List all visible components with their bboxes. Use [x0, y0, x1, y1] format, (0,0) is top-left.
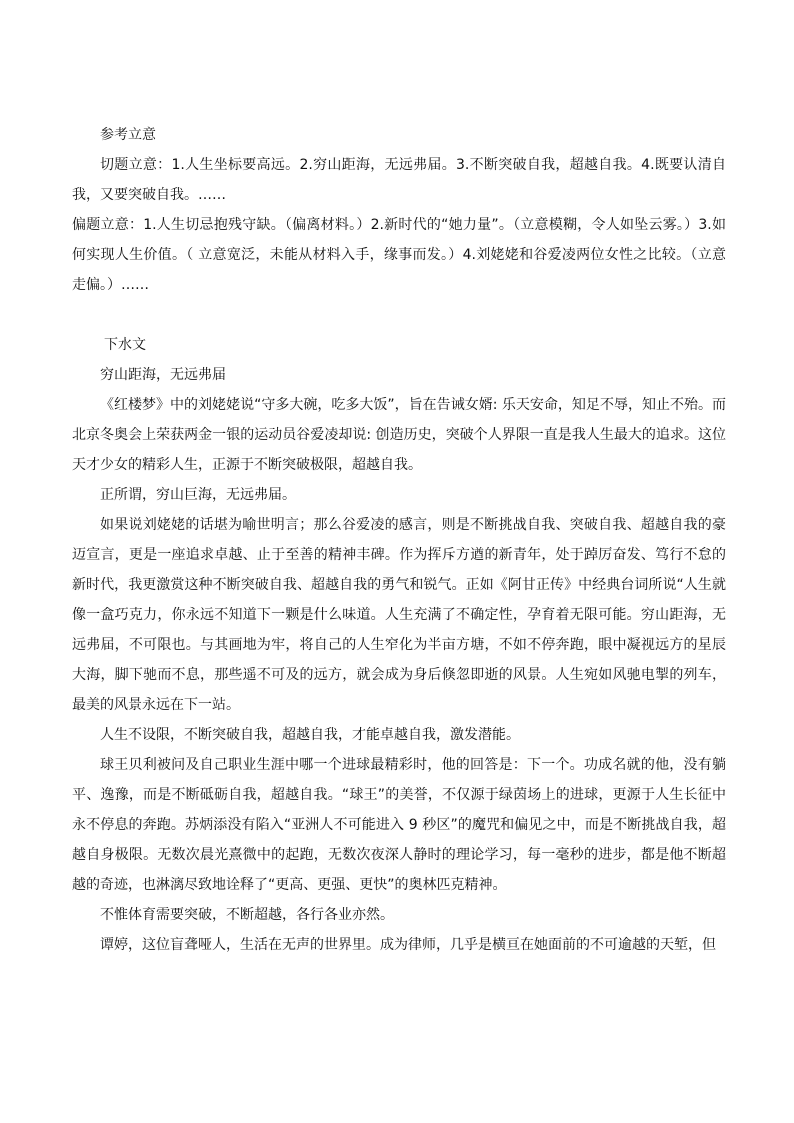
essay-paragraph: 《红楼梦》中的刘姥姥说“守多大碗，吃多大饭”，旨在告诫女婿: 乐天安命，知足不辱，知止不殆。而北京冬奥会上荣获两金一银的运动员谷爱凌却说: 创造历史，突破个人界限一直是我人生最大的追求。这位天才少女的精彩人生，正源于不断突破极限，超越自我。: [72, 397, 726, 473]
essay-paragraph: 人生不设限，不断突破自我，超越自我，才能卓越自我，激发潜能。: [100, 727, 520, 743]
essay-title: 穷山距海，无远弗届: [100, 367, 226, 383]
section-title-reference: 参考立意: [100, 127, 156, 143]
off-topic-ideas: 偏题立意：1.人生切忌抱残守缺。（偏离材料。）2.新时代的“她力量”。（立意模糊，令人如坠云雾。）3.如何实现人生价值。（ 立意宽泛，未能从材料入手，缘事而发。）4.刘姥姥和谷爱凌两位女性之比较。（立意走偏。）……: [72, 217, 726, 293]
essay-paragraph: 谭婷，这位盲聋哑人，生活在无声的世界里。成为律师，几乎是横亘在她面前的不可逾越的天堑，但: [100, 937, 716, 953]
spacer: [72, 300, 726, 330]
document-page: [72, 120, 726, 960]
on-topic-ideas: 切题立意：1.人生坐标要高远。2.穷山距海，无远弗届。3.不断突破自我，超越自我。4.既要认清自我，又要突破自我。……: [72, 157, 726, 203]
essay-paragraph: 正所谓，穷山巨海，无远弗届。: [100, 487, 296, 503]
essay-paragraph: 不惟体育需要突破，不断超越，各行各业亦然。: [100, 907, 394, 923]
essay-paragraph: 球王贝利被问及自己职业生涯中哪一个进球最精彩时，他的回答是：下一个。功成名就的他，没有躺平、逸豫，而是不断砥砺自我，超越自我。“球王”的美誉，不仅源于绿茵场上的进球，更源于人生长征中永不停息的奔跑。苏炳添没有陷入“亚洲人不可能进入 9 秒区”的魔咒和偏见之中，而是不断挑战自我，超越自身极限。无数次晨光熹微中的起跑，无数次夜深人静时的理论学习，每一毫秒的进步，都是他不断超越的奇迹，也淋漓尽致地诠释了“更高、更强、更快”的奥林匹克精神。: [72, 757, 726, 893]
essay-paragraph: 如果说刘姥姥的话堪为喻世明言；那么谷爱凌的感言，则是不断挑战自我、突破自我、超越自我的豪迈宣言，更是一座追求卓越、止于至善的精神丰碑。作为挥斥方遒的新青年，处于踔厉奋发、笃行不怠的新时代，我更激赏这种不断突破自我、超越自我的勇气和锐气。正如《阿甘正传》中经典台词所说“人生就像一盒巧克力，你永远不知道下一颗是什么味道。人生充满了不确定性，孕育着无限可能。穷山距海，无远弗届，不可限也。与其画地为牢，将自己的人生窄化为半亩方塘，不如不停奔跑，眼中凝视远方的星辰大海，脚下驰而不息，那些遥不可及的远方，就会成为身后倏忽即逝的风景。人生宛如风驰电掣的列车，最美的风景永远在下一站。: [72, 517, 726, 713]
section-title-sample-essay: 下水文: [104, 337, 146, 353]
